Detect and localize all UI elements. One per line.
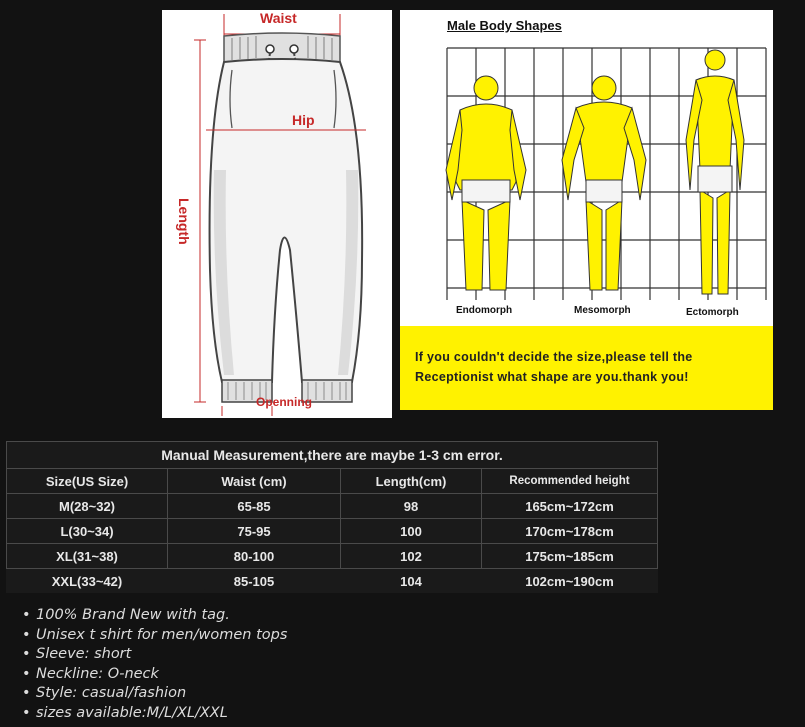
size-chart-table (6, 441, 658, 593)
shape-name-mesomorph: Mesomorph (574, 305, 631, 316)
pants-illustration (162, 10, 392, 418)
cell-size: XL(31~38) (7, 544, 168, 569)
header-length: Length(cm) (341, 469, 482, 494)
feature-text: Sleeve: short (36, 646, 132, 663)
cell-size: XXL(33~42) (51, 573, 123, 589)
mesomorph-figure (562, 76, 646, 290)
product-features-list (22, 606, 287, 724)
cell-waist: 85-105 (233, 573, 275, 589)
header-recommended-height: Recommended height (482, 469, 658, 494)
pants-diagram-panel (162, 10, 392, 418)
feature-text: sizes available:M/L/XL/XXL (36, 704, 228, 721)
cell-height: 175cm~185cm (482, 544, 658, 569)
hip-label: Hip (292, 112, 315, 128)
opening-label: Openning (256, 395, 312, 409)
waist-label: Waist (260, 10, 297, 26)
list-item (22, 645, 287, 665)
size-advice-note (400, 326, 773, 410)
header-waist: Waist (cm) (168, 469, 341, 494)
feature-text: 100% Brand New with tag. (36, 607, 230, 623)
bullet-icon: • (22, 685, 31, 702)
cell-length: 104 (400, 573, 422, 589)
bullet-icon: • (22, 665, 31, 682)
bullet-icon: • (22, 704, 31, 721)
bullet-icon: • (22, 646, 31, 663)
table-row (7, 544, 658, 569)
cell-size: L(30~34) (7, 519, 168, 544)
header-size: Size(US Size) (7, 469, 168, 494)
list-item (22, 704, 287, 724)
shape-name-endomorph: Endomorph (456, 305, 513, 316)
list-item (22, 684, 287, 704)
cell-height: 165cm~172cm (482, 494, 658, 519)
bullet-icon: • (22, 626, 31, 643)
advice-line-1: If you couldn't decide the size,please tell the (415, 350, 693, 364)
table-caption: Manual Measurement,there are maybe 1-3 cm error. (7, 442, 658, 469)
cell-length: 100 (341, 519, 482, 544)
feature-text: Neckline: O-neck (36, 665, 159, 682)
cell-size: M(28~32) (7, 494, 168, 519)
cell-waist: 75-95 (168, 519, 341, 544)
table-row (7, 494, 658, 519)
endomorph-figure (446, 76, 526, 290)
cell-waist: 65-85 (168, 494, 341, 519)
cell-length: 102 (341, 544, 482, 569)
shape-name-ectomorph: Ectomorph (686, 307, 739, 318)
bullet-icon: • (22, 607, 31, 623)
table-row (7, 519, 658, 544)
cell-height: 170cm~178cm (482, 519, 658, 544)
length-label: Length (176, 198, 192, 245)
cell-height: 102cm~190cm (525, 573, 614, 589)
body-shapes-grid (400, 10, 773, 310)
feature-text: Style: casual/fashion (36, 685, 187, 702)
list-item (22, 626, 287, 646)
list-item (22, 606, 287, 626)
feature-text: Unisex t shirt for men/women tops (36, 626, 288, 643)
body-shapes-panel (400, 10, 773, 410)
cell-length: 98 (341, 494, 482, 519)
list-item (22, 665, 287, 685)
table-row (7, 569, 658, 594)
body-shapes-title: Male Body Shapes (447, 18, 562, 33)
advice-line-2: Receptionist what shape are you.thank you! (415, 370, 689, 384)
ectomorph-figure (686, 50, 744, 294)
cell-waist: 80-100 (168, 544, 341, 569)
